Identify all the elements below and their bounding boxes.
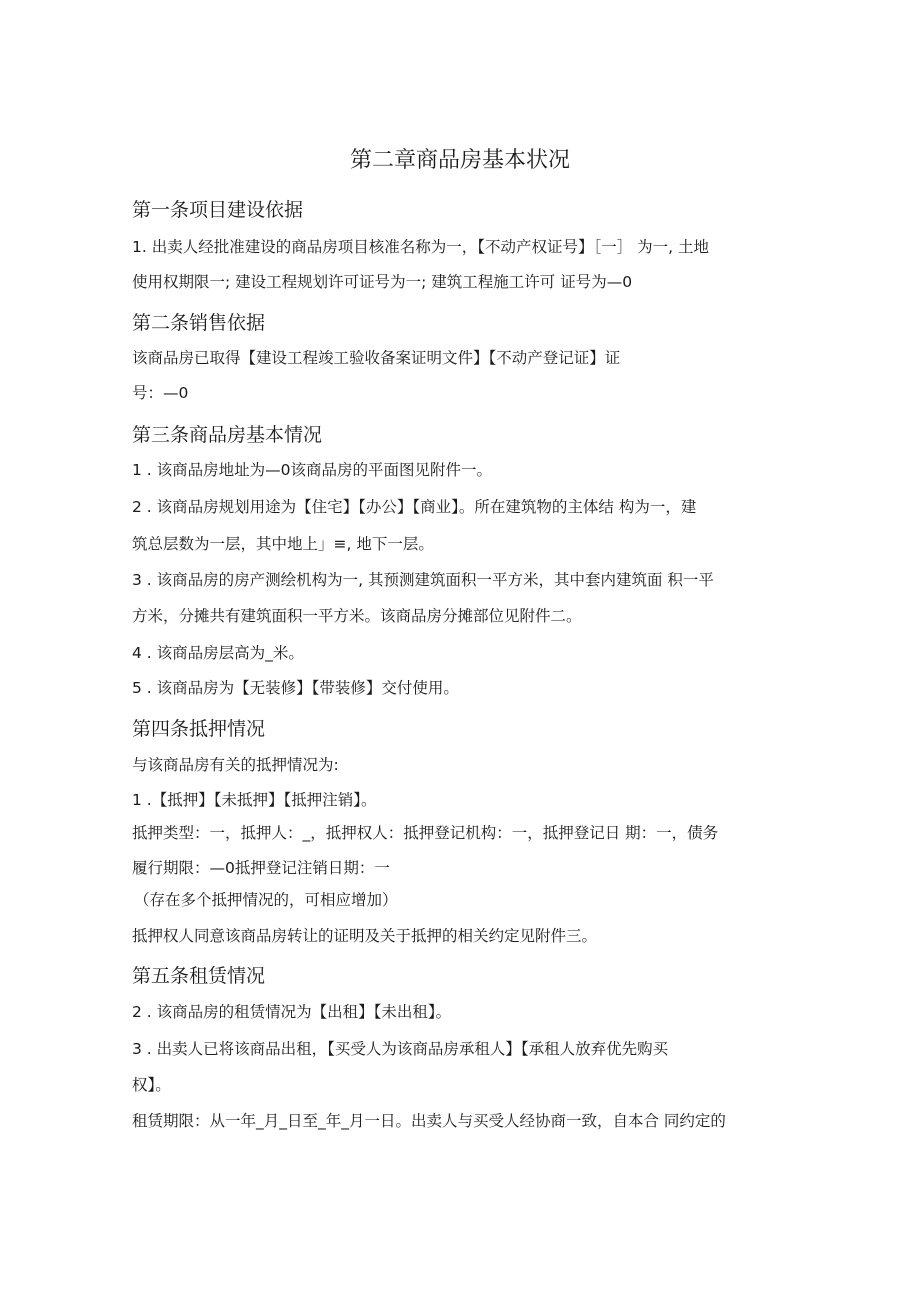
paragraph-line: 方米，分摊共有建筑面积一平方米。该商品房分摊部位见附件二。 bbox=[132, 607, 582, 625]
paragraph-line: 与该商品房有关的抵押情况为: bbox=[132, 756, 339, 774]
page-title: 第二章商品房基本状况 bbox=[349, 148, 570, 173]
section-heading: 第二条销售依据 bbox=[132, 312, 266, 334]
section-heading: 第一条项目建设依据 bbox=[132, 199, 304, 221]
paragraph-line: 1 .【抵押】【未抵押】【抵押注销】。 bbox=[132, 791, 377, 809]
paragraph-line: 权】。 bbox=[132, 1076, 171, 1094]
paragraph-line: 4 . 该商品房层高为_米。 bbox=[132, 644, 304, 662]
paragraph-line: 该商品房已取得【建设工程竣工验收备案证明文件】【不动产登记证】证 bbox=[132, 349, 621, 367]
paragraph-line: 抵押类型：一，抵押人：_，抵押权人：抵押登记机构：一，抵押登记日 期：一，债务 bbox=[132, 824, 719, 842]
paragraph-line: 使用权期限一; 建设工程规划许可证号为一; 建筑工程施工许可 证号为—0 bbox=[132, 273, 633, 291]
paragraph-line: （存在多个抵押情况的，可相应增加） bbox=[134, 891, 398, 909]
paragraph-line: 号：—0 bbox=[132, 384, 189, 402]
section-heading: 第三条商品房基本情况 bbox=[132, 424, 323, 446]
section-heading: 第四条抵押情况 bbox=[132, 718, 266, 740]
paragraph-line: 2 . 该商品房的租赁情况为【出租】【未出租】。 bbox=[132, 1003, 452, 1021]
paragraph-line: 3 . 出卖人已将该商品出租，【买受人为该商品房承租人】【承租人放弃优先购买 bbox=[132, 1040, 669, 1058]
paragraph-line: 筑总层数为一层，其中地上」≡, 地下一层。 bbox=[132, 535, 434, 553]
paragraph-line: 履行期限：—0抵押登记注销日期：一 bbox=[132, 859, 390, 877]
paragraph-line: 1 . 该商品房地址为—0该商品房的平面图见附件一。 bbox=[132, 461, 493, 479]
paragraph-line: 3 . 该商品房的房产测绘机构为一, 其预测建筑面积一平方米，其中套内建筑面 积一平 bbox=[132, 571, 714, 589]
paragraph-line: 1. 出卖人经批准建设的商品房项目核准名称为一，【不动产权证号】［一］ 为一, 土地 bbox=[132, 238, 709, 256]
section-heading: 第五条租赁情况 bbox=[132, 965, 266, 987]
paragraph-line: 抵押权人同意该商品房转让的证明及关于抵押的相关约定见附件三。 bbox=[132, 927, 598, 945]
paragraph-line: 2 . 该商品房规划用途为【住宅】【办公】【商业】。所在建筑物的主体结 构为一，建 bbox=[132, 498, 697, 516]
paragraph-line: 租赁期限：从一年_月_日至_年_月一日。出卖人与买受人经协商一致，自本合 同约定的 bbox=[132, 1112, 726, 1130]
paragraph-line: 5 . 该商品房为【无装修】【带装修】交付使用。 bbox=[132, 679, 459, 697]
